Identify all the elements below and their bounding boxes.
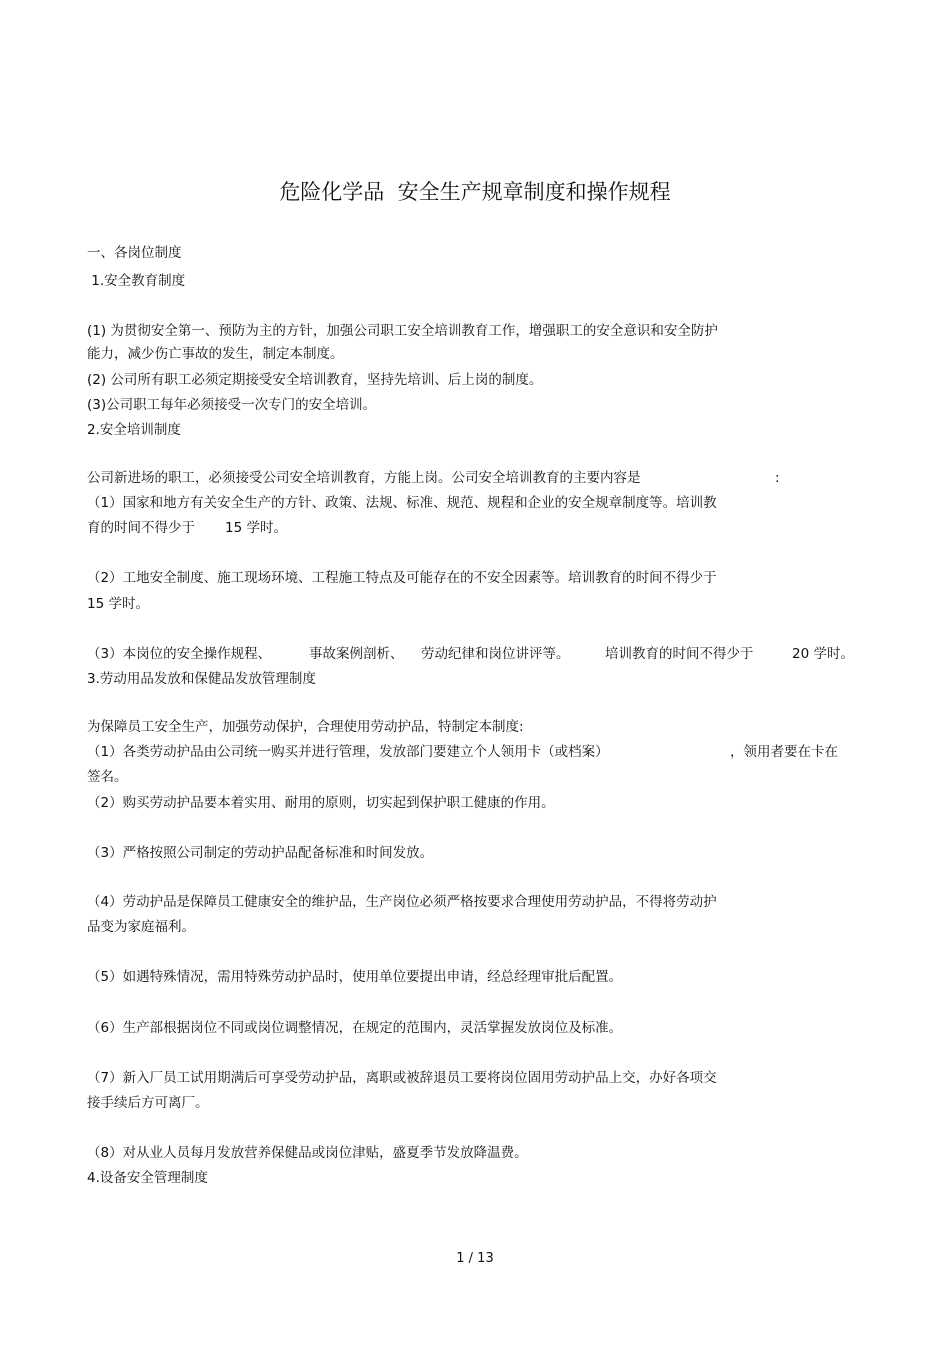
paragraph-line: （5）如遇特殊情况，需用特殊劳动护品时，使用单位要提出申请，经总经理审批后配置。 <box>87 969 623 985</box>
paragraph-line: 公司新进场的职工，必须接受公司安全培训教育，方能上岗。公司安全培训教育的主要内容是 <box>87 470 641 486</box>
paragraph-fragment: 事故案例剖析、 <box>309 646 404 662</box>
paragraph-line: (2) 公司所有职工必须定期接受安全培训教育，坚持先培训、后上岗的制度。 <box>87 372 543 388</box>
paragraph-line: 签名。 <box>87 769 128 785</box>
paragraph-line: （4）劳动护品是保障员工健康安全的维护品，生产岗位必须严格按要求合理使用劳动护品，不得将劳动护 <box>87 894 717 910</box>
paragraph-fragment: ，领用者要在卡在 <box>730 744 838 760</box>
paragraph-fragment: : <box>775 470 780 486</box>
paragraph-line: （2）购买劳动护品要本着实用、耐用的原则，切实起到保护职工健康的作用。 <box>87 795 555 811</box>
paragraph-line: (1) 为贯彻安全第一、预防为主的方针，加强公司职工安全培训教育工作，增强职工的安全意识和安全防护 <box>87 323 718 339</box>
page-number: 1 / 13 <box>456 1251 494 1266</box>
document-title: 危险化学品 安全生产规章制度和操作规程 <box>279 180 671 204</box>
paragraph-line: （2）工地安全制度、施工现场环境、工程施工特点及可能存在的不安全因素等。培训教育的时间不得少于 <box>87 570 717 586</box>
paragraph-line: （8）对从业人员每月发放营养保健品或岗位津贴，盛夏季节发放降温费。 <box>87 1145 528 1161</box>
paragraph-line: （1）国家和地方有关安全生产的方针、政策、法规、标准、规范、规程和企业的安全规章制度等。培训教 <box>87 495 717 511</box>
paragraph-line: 育的时间不得少于 <box>87 520 195 536</box>
subsection-heading: 3.劳动用品发放和保健品发放管理制度 <box>87 671 316 687</box>
subsection-heading: 2.安全培训制度 <box>87 422 181 438</box>
paragraph-line: （1）各类劳动护品由公司统一购买并进行管理，发放部门要建立个人领用卡（或档案） <box>87 744 609 760</box>
paragraph-line: （7）新入厂员工试用期满后可享受劳动护品，离职或被辞退员工要将岗位固用劳动护品上交，办好各项交 <box>87 1070 717 1086</box>
paragraph-line: 接手续后方可离厂。 <box>87 1095 209 1111</box>
paragraph-line: 能力，减少伤亡事故的发生，制定本制度。 <box>87 346 344 362</box>
paragraph-line: (3)公司职工每年必须接受一次专门的安全培训。 <box>87 397 377 413</box>
section-heading: 一、各岗位制度 <box>87 245 182 261</box>
paragraph-line: 为保障员工安全生产，加强劳动保护，合理使用劳动护品，特制定本制度: <box>87 719 524 735</box>
subsection-heading: 4.设备安全管理制度 <box>87 1170 208 1186</box>
paragraph-line: （3）本岗位的安全操作规程、 <box>87 646 272 662</box>
subsection-heading: 1.安全教育制度 <box>87 273 186 289</box>
paragraph-fragment: 20 学时。 <box>792 646 854 662</box>
paragraph-line: （3）严格按照公司制定的劳动护品配备标准和时间发放。 <box>87 845 434 861</box>
paragraph-line: 品变为家庭福利。 <box>87 919 195 935</box>
paragraph-fragment: 劳动纪律和岗位讲评等。 <box>421 646 570 662</box>
paragraph-fragment: 培训教育的时间不得少于 <box>605 646 754 662</box>
paragraph-fragment: 15 学时。 <box>225 520 287 536</box>
paragraph-line: （6）生产部根据岗位不同或岗位调整情况，在规定的范围内，灵活掌握发放岗位及标准。 <box>87 1020 623 1036</box>
paragraph-line: 15 学时。 <box>87 596 149 612</box>
